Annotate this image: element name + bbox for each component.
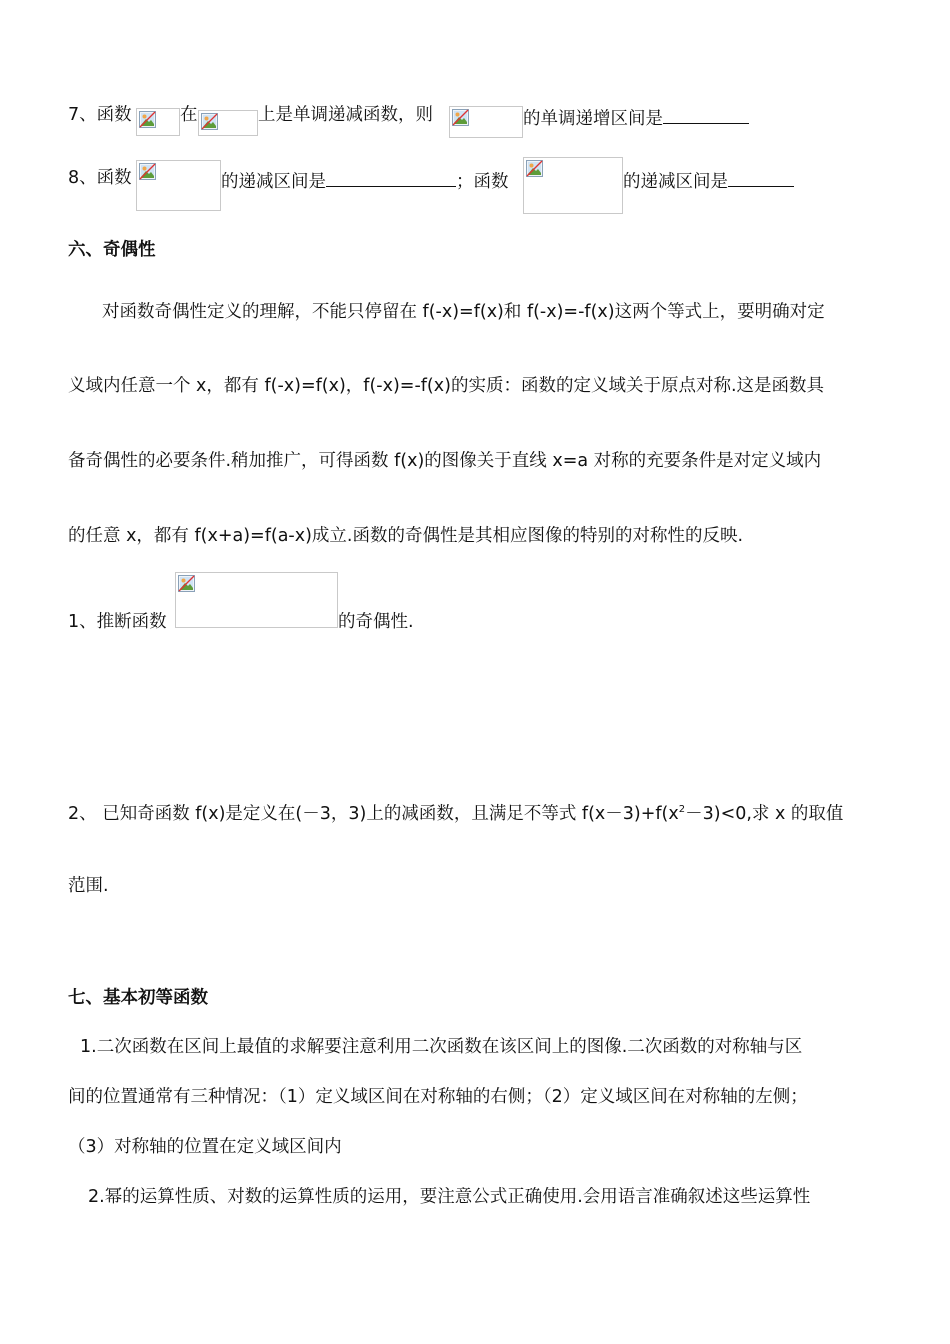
question-8-label: 8、函数 bbox=[68, 168, 132, 188]
broken-image-icon bbox=[139, 163, 156, 180]
broken-image-icon bbox=[526, 160, 543, 177]
question-2-text-2: －3)<0,求 x 的取值 bbox=[685, 803, 844, 824]
question-2-continuation: 范围. bbox=[68, 876, 109, 896]
answer-blank bbox=[728, 166, 794, 187]
question-7-text-1: 在 bbox=[180, 105, 198, 125]
paragraph-line: 1.二次函数在区间上最值的求解要注意利用二次函数在该区间上的图像.二次函数的对称轴与区 bbox=[80, 1037, 803, 1057]
formula-image-placeholder bbox=[523, 157, 623, 214]
question-7-text-3: 的单调递增区间是 bbox=[523, 109, 663, 129]
paragraph-line: 间的位置通常有三种情况：（1）定义域区间在对称轴的右侧；（2）定义域区间在对称轴的左侧； bbox=[68, 1087, 808, 1107]
question-8-text-1: 的递减区间是 bbox=[221, 172, 326, 192]
paragraph-line: （3）对称轴的位置在定义域区间内 bbox=[68, 1137, 342, 1157]
question-7-text-2: 上是单调递减函数，则 bbox=[258, 105, 433, 125]
paragraph-line: 备奇偶性的必要条件.稍加推广，可得函数 f(x)的图像关于直线 x=a 对称的充要条件是对定义域内 bbox=[68, 451, 822, 471]
answer-blank bbox=[326, 166, 456, 187]
broken-image-icon bbox=[201, 113, 218, 130]
paragraph-line: 的任意 x，都有 f(x+a)=f(a-x)成立.函数的奇偶性是其相应图像的特别的对称性的反映. bbox=[68, 526, 744, 546]
question-7-line bbox=[68, 103, 132, 127]
broken-image-icon bbox=[452, 109, 469, 126]
answer-blank bbox=[663, 103, 749, 124]
formula-image-placeholder bbox=[198, 110, 258, 136]
section-7-heading: 七、基本初等函数 bbox=[68, 988, 208, 1008]
question-8-line bbox=[68, 166, 132, 190]
superscript: 2 bbox=[678, 804, 686, 815]
formula-image-placeholder bbox=[175, 572, 338, 628]
question-2-text-1: 2、 已知奇函数 f(x)是定义在(－3，3)上的减函数，且满足不等式 f(x－3)+f(x bbox=[68, 803, 679, 824]
question-1-text-1: 1、推断函数 bbox=[68, 612, 167, 632]
question-1-text-2: 的奇偶性. bbox=[338, 612, 414, 632]
question-8-text-3: 的递减区间是 bbox=[623, 172, 728, 192]
formula-image-placeholder bbox=[449, 106, 523, 138]
formula-image-placeholder bbox=[136, 108, 180, 136]
question-1-line bbox=[68, 610, 167, 634]
section-6-heading: 六、奇偶性 bbox=[68, 240, 156, 260]
broken-image-icon bbox=[178, 575, 195, 592]
question-8-text-2: ；函数 bbox=[456, 172, 509, 192]
broken-image-icon bbox=[139, 111, 156, 128]
question-2-line bbox=[68, 798, 843, 826]
question-7-label: 7、函数 bbox=[68, 105, 132, 125]
paragraph-line: 对函数奇偶性定义的理解，不能只停留在 f(-x)=f(x)和 f(-x)=-f(x)这两个等式上，要明确对定 bbox=[102, 302, 825, 322]
formula-image-placeholder bbox=[136, 160, 221, 211]
paragraph-line: 2.幂的运算性质、对数的运算性质的运用，要注意公式正确使用.会用语言准确叙述这些运算性 bbox=[88, 1187, 811, 1207]
paragraph-line: 义域内任意一个 x，都有 f(-x)=f(x)，f(-x)=-f(x)的实质：函数的定义域关于原点对称.这是函数具 bbox=[68, 376, 825, 396]
